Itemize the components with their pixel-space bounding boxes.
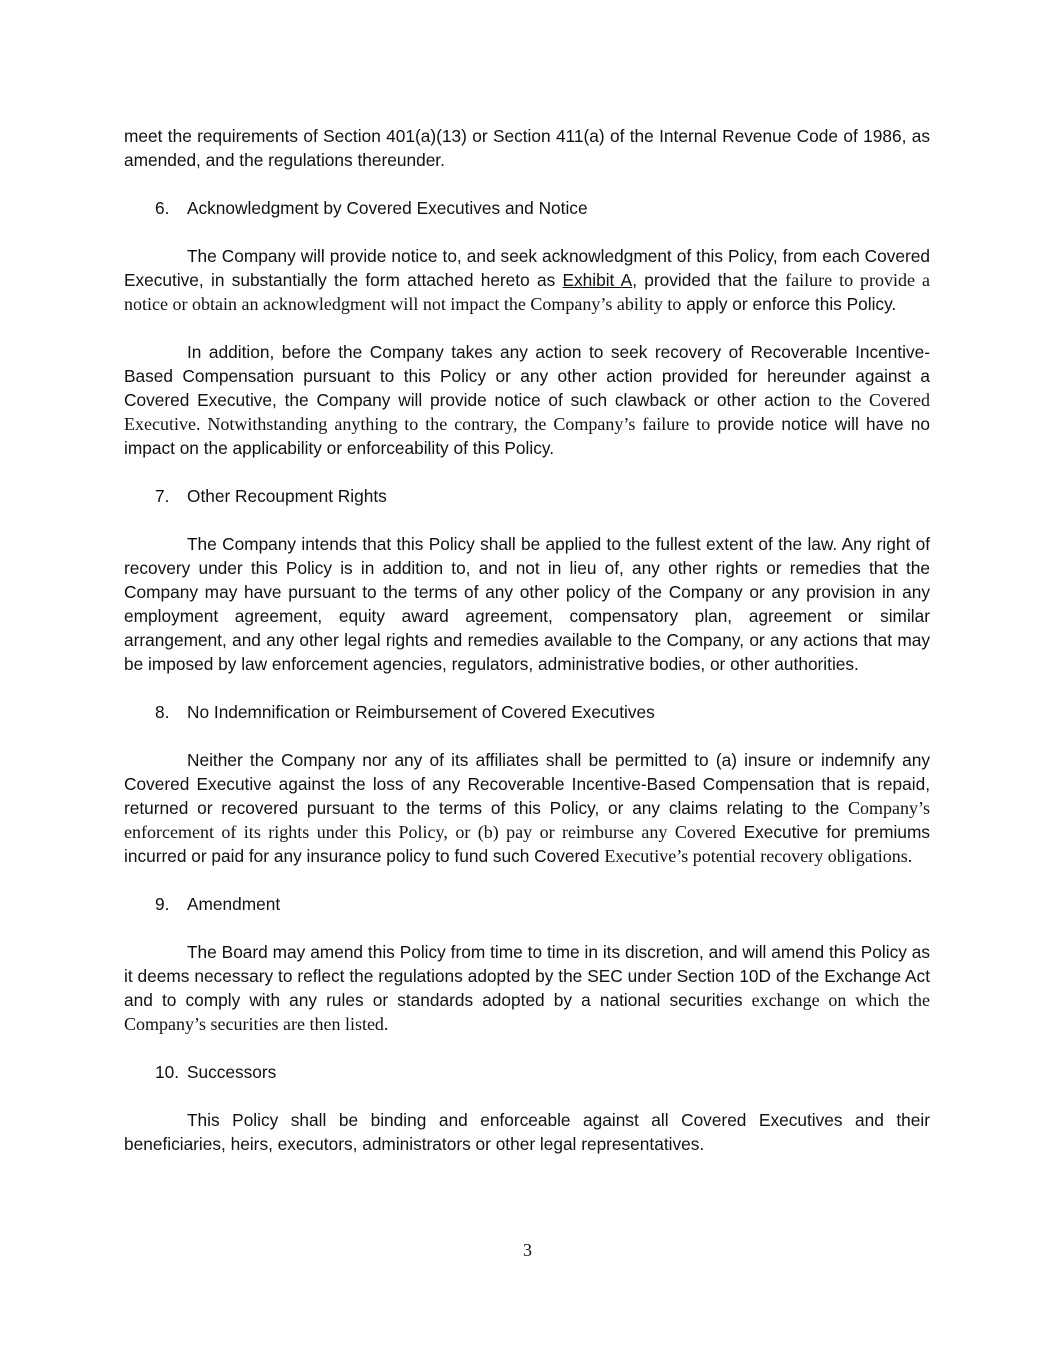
section-number: 10. <box>155 1062 180 1082</box>
text-run: The Company will provide notice to, and seek acknowledgment of this Policy, from each Covered Executive, in substantially the form attached hereto as <box>124 246 930 290</box>
text-run: apply or enforce this Policy. <box>681 294 897 314</box>
section-10-paragraph-1: This Policy shall be binding and enforceable against all Covered Executives and their beneficiaries, heirs, executors, administrators or other legal representatives. <box>124 1110 930 1154</box>
section-title: Amendment <box>187 894 281 914</box>
text-run: Company’s enforcement of its rights under this Policy, or (b) pay or reimburse any Covered <box>124 798 930 842</box>
text-run: Executive for premiums incurred or paid for any insurance policy to fund such Covered <box>124 822 930 866</box>
section-7-paragraph-1: The Company intends that this Policy shall be applied to the fullest extent of the law. Any right of recovery under this Policy is in addition to, and not in lieu of, any other rights or remedies that the Company may have pursuant to the terms of any other policy of the Company or any provision in any employment agreement, equity award agreement, compensatory plan, agreement or similar arrangement, and any other legal rights and remedies available to the Company, or any actions that may be imposed by law enforcement agencies, regulators, administrative bodies, or other authorities. <box>124 534 930 674</box>
text-run: Neither the Company nor any of its affiliates shall be permitted to (a) insure or indemnify any Covered Executive against the loss of any Recoverable Incentive-Based Compensation that is repaid, returned or recovered pursuant to the terms of this Policy, or any claims relating to the <box>124 750 930 818</box>
section-6-heading <box>124 196 930 220</box>
document-body <box>124 124 930 1180</box>
section-title: No Indemnification or Reimbursement of Covered Executives <box>187 702 655 722</box>
intro-paragraph: meet the requirements of Section 401(a)(13) or Section 411(a) of the Internal Revenue Code of 1986, as amended, and the regulations thereunder. <box>124 126 930 170</box>
section-10-heading <box>124 1060 930 1084</box>
section-9-heading <box>124 892 930 916</box>
section-number: 9. <box>155 894 170 914</box>
section-9-paragraph-1 <box>124 940 930 1036</box>
text-run: The Board may amend this Policy from time to time in its discretion, and will amend this Policy as it deems necessary to reflect the regulations adopted by the SEC under Section 10D of the Exchange Act and to comply with any rules or standards adopted by a national securities <box>124 942 930 1010</box>
exhibit-a-link[interactable]: Exhibit A <box>562 270 633 290</box>
section-number: 6. <box>155 198 170 218</box>
section-7-heading <box>124 484 930 508</box>
text-run: provide notice will have no impact on the applicability or enforceability of this Policy. <box>124 414 930 458</box>
page-number: 3 <box>523 1240 532 1260</box>
text-run: exchange on which the Company’s securities are then listed. <box>124 990 930 1034</box>
text-run: , provided that the <box>632 270 786 290</box>
text-run: to the Covered Executive. Notwithstanding anything to the contrary, the Company’s failure to <box>124 390 930 434</box>
section-8-paragraph-1 <box>124 748 930 868</box>
section-title: Acknowledgment by Covered Executives and Notice <box>187 198 588 218</box>
section-title: Successors <box>187 1062 277 1082</box>
text-run: In addition, before the Company takes any action to seek recovery of Recoverable Incentive-Based Compensation pursuant to this Policy or any other action provided for hereunder against a Covered Executive, the Company will provide notice of such clawback or other action <box>124 342 930 410</box>
text-run: Executive’s potential recovery obligations. <box>604 846 913 866</box>
section-6-paragraph-1 <box>124 244 930 316</box>
section-number: 7. <box>155 486 170 506</box>
section-8-heading <box>124 700 930 724</box>
text-run: failure to provide a notice or obtain an acknowledgment will not impact the Company’s ability to <box>124 270 930 314</box>
section-title: Other Recoupment Rights <box>187 486 387 506</box>
section-number: 8. <box>155 702 170 722</box>
section-6-paragraph-2 <box>124 340 930 460</box>
